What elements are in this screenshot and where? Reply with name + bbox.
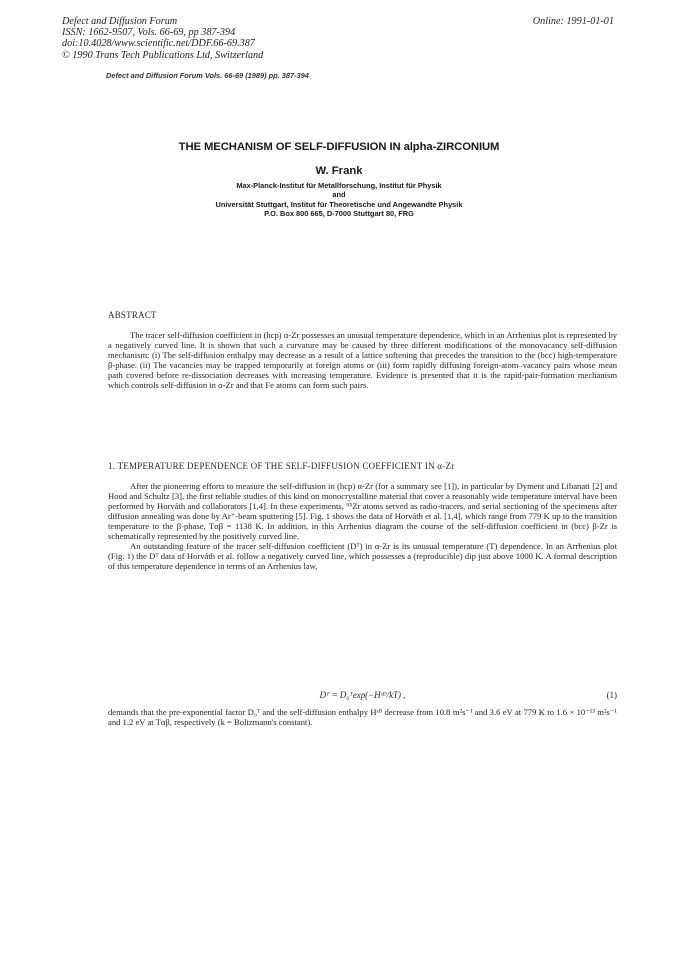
publication-info [62,16,263,61]
running-head: Defect and Diffusion Forum Vols. 66-69 (1989) pp. 387-394 [106,71,309,80]
copyright-line: © 1990 Trans Tech Publications Ltd, Switzerland [62,49,264,61]
paper-title: THE MECHANISM OF SELF-DIFFUSION IN alpha-ZIRCONIUM [178,141,500,153]
section-1-paragraph-3: demands that the pre-exponential factor D₀ᵀ and the self-diffusion enthalpy Hˢᴰ decrease from 10.8 m²s⁻¹ and 3.6 eV at 779 K to 1.6 × 10⁻¹³ m²s⁻¹ and 1.2 eV at Tαβ, respectively (k = Boltzmann's constant). [108,707,617,728]
affiliation-line-2: Universität Stuttgart, Institut für Theoretische und Angewandte Physik [215,199,463,209]
affiliation-block [0,181,678,219]
section-1-paragraph-2: An outstanding feature of the tracer self-diffusion coefficient (Dᵀ) in α-Zr is its unusual temperature (T) dependence. In an Arrhenius plot (Fig. 1) the Dᵀ data of Horváth et al. follow a negatively curved line, which possesses a (reproducible) dip just above 1000 K. A formal description of this temperature dependence in terms of an Arrhenius law, [108,541,617,572]
equation-formula: Dᵀ = D₀ᵀexp(−Hˢᴰ/kT) , [319,690,406,700]
online-date: Online: 1991-01-01 [532,16,614,27]
doi-line: doi:10.4028/www.scientific.net/DDF.66-69.387 [62,38,255,50]
abstract-paragraph: The tracer self-diffusion coefficient in (hcp) α-Zr possesses an unusual temperature dependence, which in an Arrhenius plot is represented by a negatively curved line. It is shown that such a curvature may be caused by three different modifications of the monovacancy self-diffusion mechanism: (i) The self-diffusion enthalpy may decrease as a result of a lattice softening that precedes the transition to the (bcc) high-temperature β-phase. (ii) The vacancies may be trapped temporarily at foreign atoms or (iii) form rapidly diffusing foreign-atom–vacancy pairs whose mean path covered before re-dissociation decreases with increasing temperature. Evidence is presented that it is the rapid-pair-formation mechanism which controls self-diffusion in α-Zr and that Fe atoms can form such pairs. [108,330,617,391]
author-name: W. Frank [315,165,363,177]
section-1-paragraph-1: After the pioneering efforts to measure the self-diffusion in (hcp) α-Zr (for a summary see [1]), in particular by Dyment and Libanati [2] and Hood and Schultz [3], the first reliable studies of this kind on monocrystalline material that cover a reasonably wide temperature interval have been performed by Horváth and collaborators [1,4]. In these experiments, ⁹⁵Zr atoms served as radio-tracers, and serial sectioning of the specimens after diffusion annealing was done by Ar⁺-beam sputtering [5]. Fig. 1 shows the data of Horváth et al. [1,4], which range from 779 K up to the transition temperature to the β-phase, Tαβ = 1138 K. In addition, in this Arrhenius diagram the course of the self-diffusion coefficient in (bcc) β-Zr is schematically represented by the positively curved line. [108,481,617,542]
section-1-body [108,481,617,571]
journal-name: Defect and Diffusion Forum [62,16,178,27]
abstract-body [108,330,617,390]
equation-number: (1) [606,690,617,700]
affiliation-connector: and [332,190,346,200]
abstract-heading: ABSTRACT [108,310,157,320]
affiliation-line-1: Max-Planck-Institut für Metallforschung, Institut für Physik [236,181,442,190]
equation-1 [108,690,617,702]
issn-line: ISSN: 1662-9507, Vols. 66-69, pp 387-394 [62,27,236,39]
section-1-continuation [108,707,617,727]
affiliation-address: P.O. Box 800 665, D-7000 Stuttgart 80, FRG [264,209,414,219]
section-1-heading: 1. TEMPERATURE DEPENDENCE OF THE SELF-DIFFUSION COEFFICIENT IN α-Zr [108,461,455,471]
